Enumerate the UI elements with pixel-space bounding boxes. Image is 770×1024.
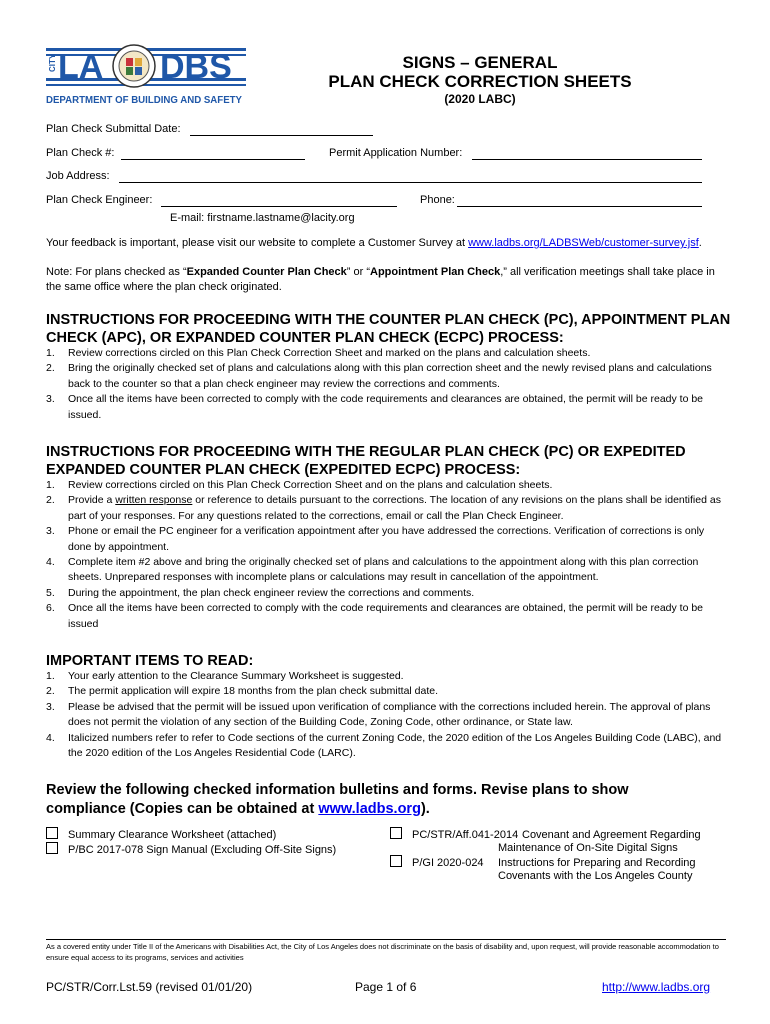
checkbox[interactable] [46,827,58,839]
note-bold-ecpc: Expanded Counter Plan Check [186,266,347,278]
list-item: 2. Bring the originally checked set of plans and calculations along with this plan correction sheet and the newly revised plans and calculations back to the counter so that a plan check engineer may review the corrections and comments. [46,362,712,390]
list-item: 5. During the appointment, the plan check engineer review the corrections and comments. [46,586,475,599]
job-address-label: Job Address: [46,170,110,182]
note-prefix: Note: For plans checked as “ [46,266,187,278]
review-heading-line1: Review the following checked information bulletins and forms. Revise plans to show [46,782,629,798]
submittal-date-field[interactable] [190,135,373,136]
written-response-text: written response [115,494,193,507]
plan-check-engineer-field[interactable] [161,206,397,207]
list-item: 3. Please be advised that the permit will be issued upon verification of compliance with the corrections included herein. The approval of plans does not permit the violation of any section of the Building Code, Zoning Code, other ordinance, or State law. [46,700,711,729]
section2-heading: INSTRUCTIONS FOR PROCEEDING WITH THE REGULAR PLAN CHECK (PC) OR EXPEDITED EXPANDED COUNTER PLAN CHECK (EXPEDITED ECPC) PROCESS: [46,444,686,478]
checkbox[interactable] [46,842,58,854]
phone-label: Phone: [420,194,455,206]
feedback-period: . [698,237,702,249]
page-title-line2: PLAN CHECK CORRECTION SHEETS [328,72,632,91]
page-title-code: (2020 LABC) [444,92,516,106]
feedback-text: Your feedback is important, please visit our website to complete a Customer Survey at [46,237,469,249]
permit-application-field[interactable] [472,159,702,160]
phone-field[interactable] [457,206,702,207]
checkbox[interactable] [390,855,402,867]
submittal-date-label: Plan Check Submittal Date: [46,123,181,135]
checklist-item[interactable]: PC/STR/Aff.041-2014 Covenant and Agreement Regarding [390,827,701,842]
plan-check-number-field[interactable] [121,159,305,160]
checklist-item-continued: Maintenance of On-Site Digital Signs [498,842,678,854]
list-item: 2. The permit application will expire 18 months from the plan check submittal date. [46,685,439,698]
form-id: PC/STR/Corr.Lst.59 (revised 01/01/20) [46,980,253,994]
permit-application-label: Permit Application Number: [329,147,463,159]
list-item: 4. Complete item #2 above and bring the originally checked set of plans and calculations to the appointment along with this plan correction sheets. Unprepared responses with incomplete plans or calculations may result in cancellation of the appointment. [46,556,699,584]
footer-url-link[interactable]: http://www.ladbs.org [602,980,711,994]
review-heading-line2: compliance (Copies can be obtained at www.ladbs.org). [46,801,430,817]
list-item: 3. Once all the items have been corrected to comply with the code requirements and clearances are obtained, the permit will be ready to be issued. [46,393,704,421]
checklist-item-continued: Covenants with the Los Angeles County [498,870,693,882]
plan-check-engineer-label: Plan Check Engineer: [46,194,153,206]
ladbs-logo-graphic [46,40,246,108]
customer-survey-link[interactable]: www.ladbs.org/LADBSWeb/customer-survey.jsf [468,237,699,249]
section3-list [46,669,726,761]
page-number: Page 1 of 6 [355,980,417,994]
section2-list [46,478,726,632]
plan-check-number-label: Plan Check #: [46,147,115,159]
list-item: 4. Italicized numbers refer to refer to Code sections of the current Zoning Code, the 2020 edition of the Los Angeles Building Code (LABC), and the 2020 edition of the Los Angeles Residential Code (LARC). [46,731,722,760]
logo-city-text: CITY [48,53,57,72]
review-heading [46,781,736,819]
note-suffix: ,” all verification meetings shall take place in the same office where the plan check originated. [46,266,715,293]
ada-notice: As a covered entity under Title II of the Americans with Disabilities Act, the City of Los Angeles does not discriminate on the basis of disability and, upon request, will provide reasonable accommodation to ensure equal access to its programs, services and activities [46,942,719,962]
list-item: 1. Review corrections circled on this Plan Check Correction Sheet and marked on the plans and calculation sheets. [46,347,591,359]
section1-list [46,346,726,423]
note-mid: ” or “ [346,266,371,278]
job-address-field[interactable] [119,182,702,183]
logo-department-text: DEPARTMENT OF BUILDING AND SAFETY [46,94,242,106]
checklist-item[interactable]: P/BC 2017-078 Sign Manual (Excluding Off-Site Signs) [46,842,336,857]
list-item: 6. Once all the items have been corrected to comply with the code requirements and clearances are obtained, the permit will be ready to be issued [46,602,704,630]
page-title-line1: SIGNS – GENERAL [402,53,558,72]
logo-la-text: LA [58,48,104,86]
list-item: 1. Your early attention to the Clearance Summary Worksheet is suggested. [46,670,404,682]
note-bold-apc: Appointment Plan Check [370,266,501,278]
email-line: E-mail: firstname.lastname@lacity.org [170,212,355,224]
checkbox[interactable] [390,827,402,839]
note-paragraph [46,265,726,295]
checklist-item[interactable]: P/GI 2020-024 Instructions for Preparing and Recording [390,855,696,870]
list-item: 3. Phone or email the PC engineer for a verification appointment after you have addressed the corrections. Verification of corrections is only done by appointment. [46,525,705,553]
ladbs-logo [46,40,246,108]
list-item: 2. Provide a written response or reference to details pursuant to the corrections. The location of any revisions on the plans shall be identified as part of your responses. For any questions related to the corrections, email or call the Plan Check Engineer. [46,494,721,522]
ladbs-website-link[interactable]: www.ladbs.org [318,801,421,817]
section1-heading: INSTRUCTIONS FOR PROCEEDING WITH THE COUNTER PLAN CHECK (PC), APPOINTMENT PLAN CHECK (APC), OR EXPANDED COUNTER PLAN CHECK (ECPC) PROCESS: [46,312,731,346]
list-item: 1. Review corrections circled on this Plan Check Correction Sheet and on the plans and calculation sheets. [46,479,553,491]
checklist-item[interactable]: Summary Clearance Worksheet (attached) [46,827,276,842]
feedback-paragraph [46,236,746,251]
footer-divider [46,939,726,940]
logo-dbs-text: DBS [160,48,232,86]
section3-heading: IMPORTANT ITEMS TO READ: [46,653,254,669]
